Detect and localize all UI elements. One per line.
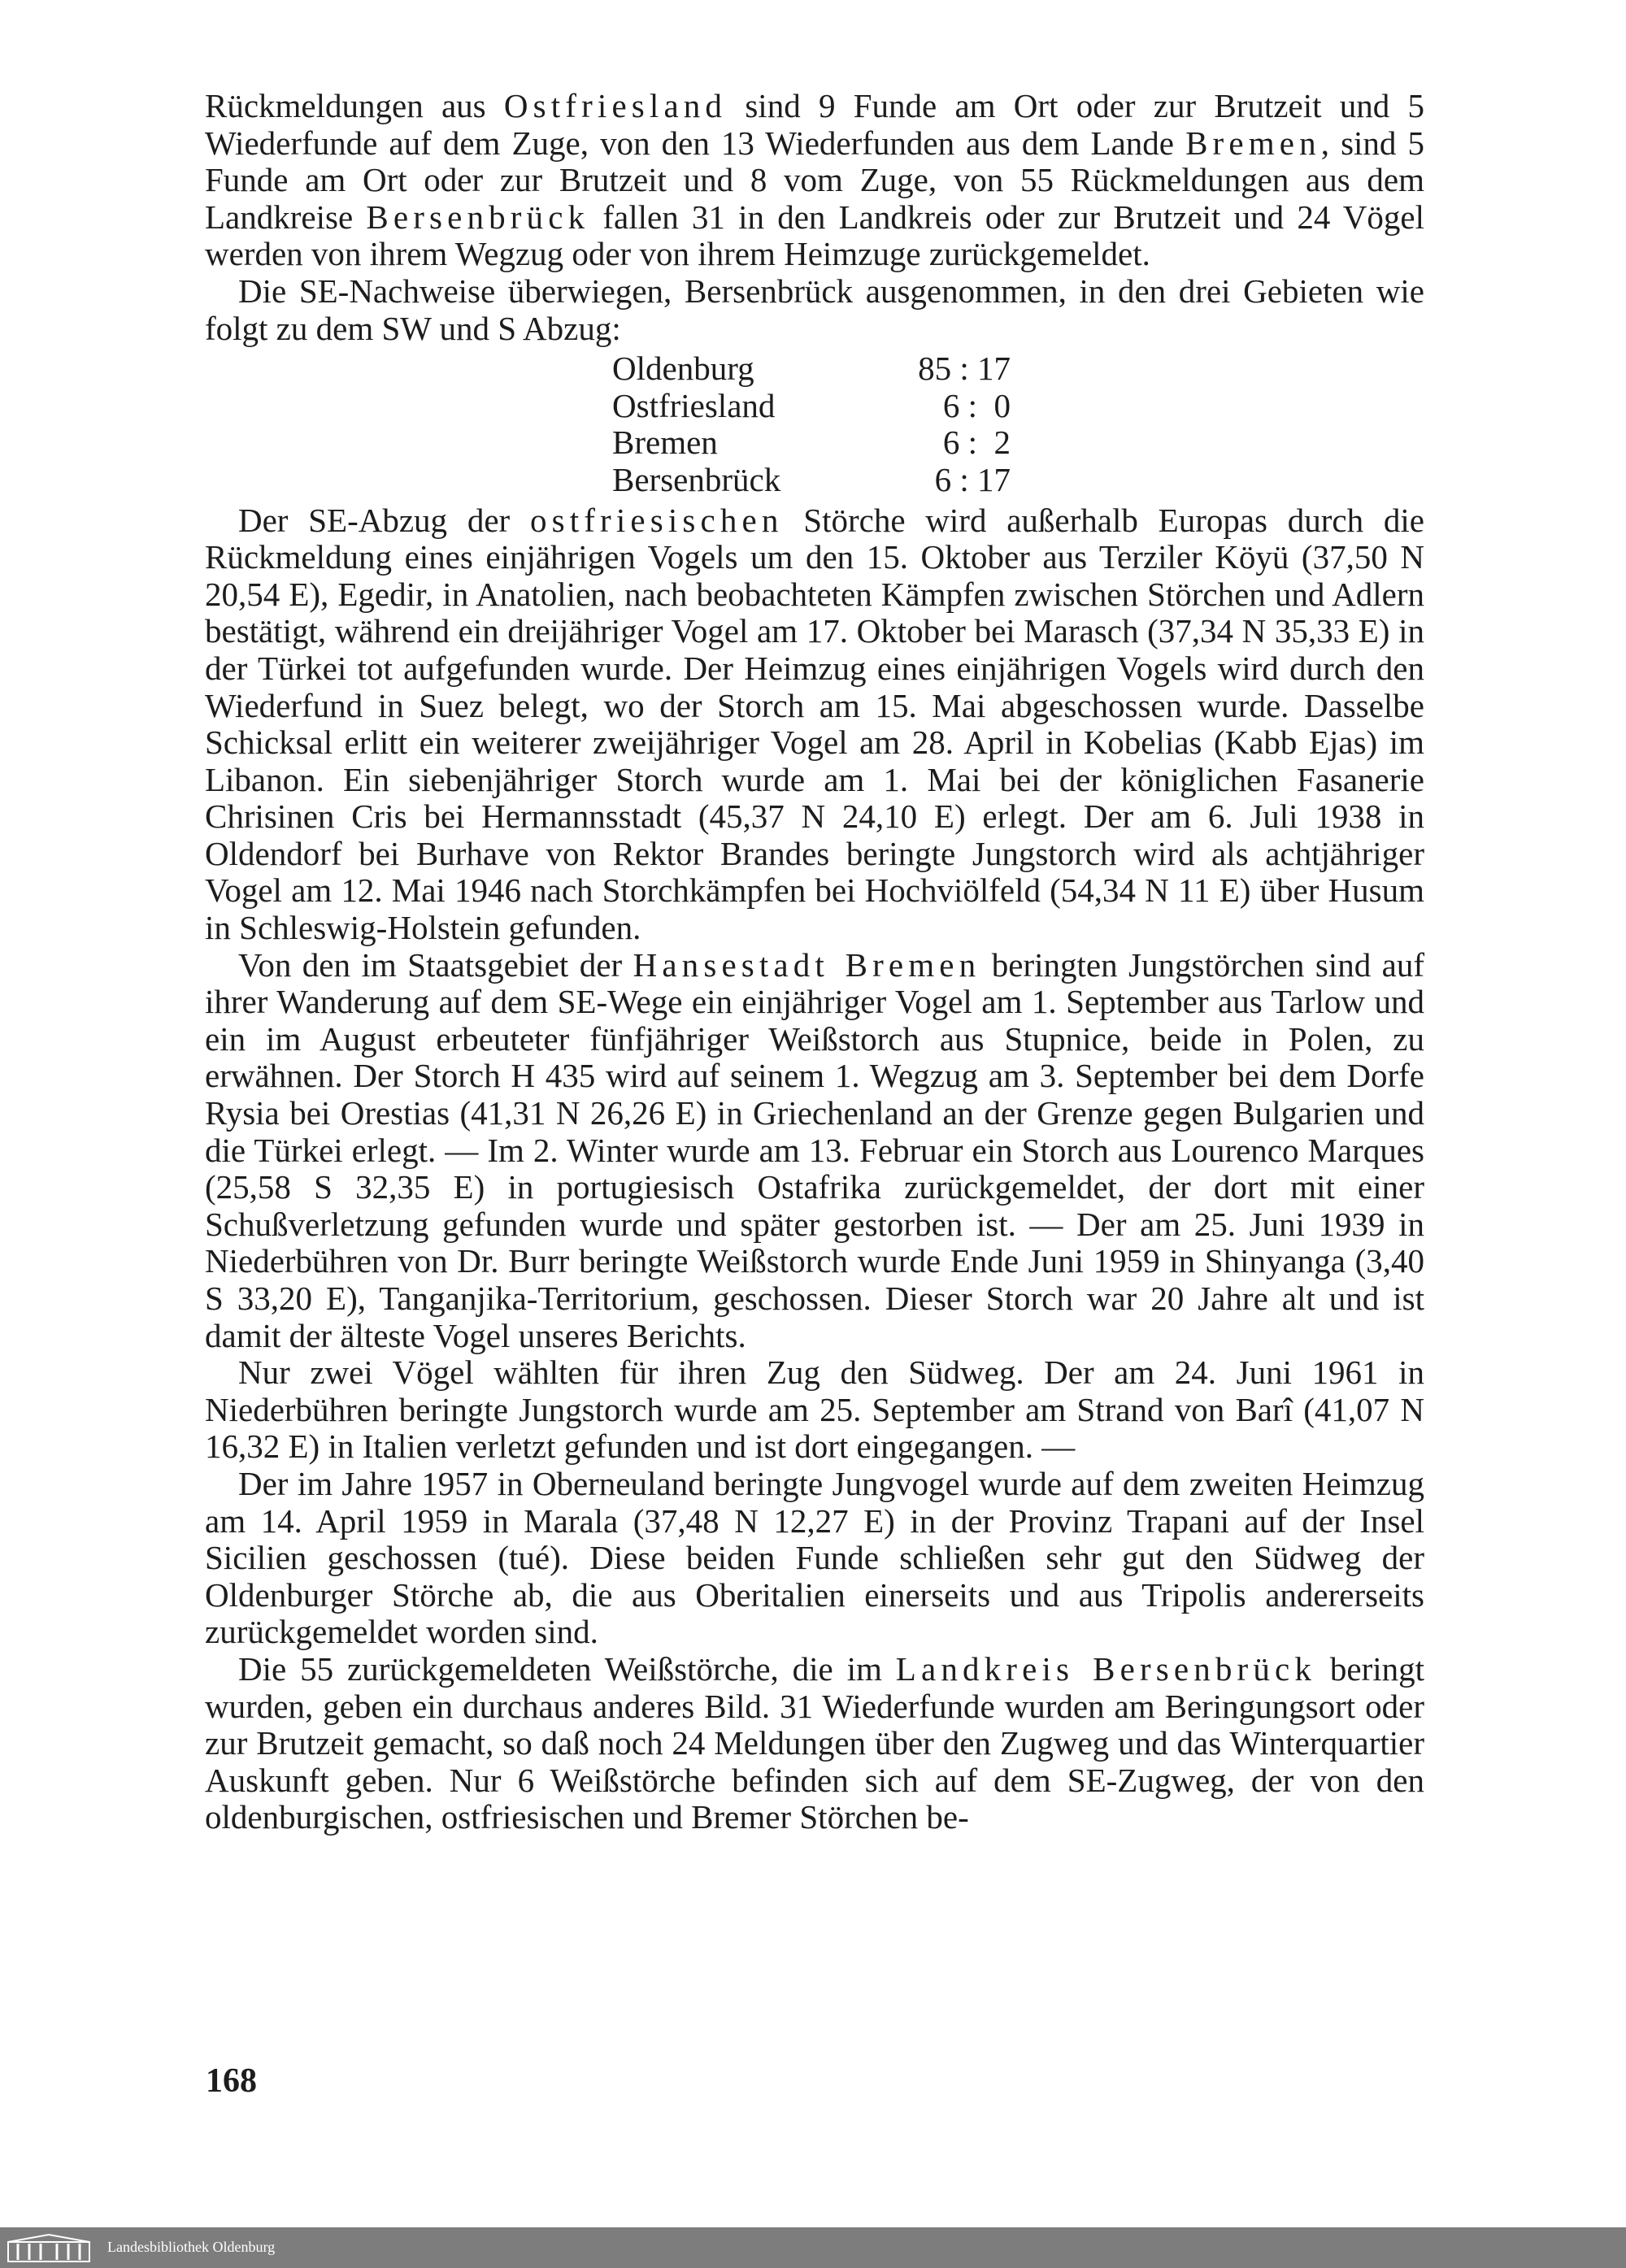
text-run: Störche wird außerhalb Europas durch die Rückmeldung eines einjährigen Vogels um den 15. Oktober aus Terziler Köyü (37,50 N 20,54 E), Egedir, in Anatolien, nach beobachteten Kämpfen zwischen Störchen und Adlern bestätigt, während ein dreijähriger Vogel am 17. Oktober bei Marasch (37,34 N 35,33 E) in der Türkei tot aufgefunden wurde. Der Heimzug eines einjährigen Vogels wird durch den Wiederfund in Suez belegt, wo der Storch am 15. Mai abgeschossen wurde. Dasselbe Schicksal erlitt ein weiterer zweijähriger Vogel am 28. April in Kobelias (Kabb Ejas) im Libanon. Ein siebenjähriger Storch wurde am 1. Mai bei der königlichen Fasanerie Chrisinen Cris bei Hermannsstadt (45,37 N 24,10 E) erlegt. Der am 6. Juli 1938 in Oldendorf bei Burhave von Rektor Brandes beringte Jungstorch wird als achtjähriger Vogel am 12. Mai 1946 nach Storchkämpfen bei Hochviölfeld (54,34 N 11 E) über Husum in Schleswig-Holstein gefunden. [205, 501, 1424, 947]
spaced-term: Bersenbrück [366, 198, 590, 236]
paragraph [205, 88, 1424, 273]
text-run: Die 55 zurückgemeldeten Weißstörche, die im [238, 1649, 896, 1688]
text-run: Der SE-Abzug der [238, 501, 530, 539]
table-row [612, 388, 1011, 425]
spaced-term: Bremen [1185, 124, 1321, 162]
text-run: beringt wurden, geben ein durchaus anderes Bild. 31 Wiederfunde wurden am Beringungsort oder zur Brutzeit gemacht, so daß noch 24 Meldungen über den Zugweg und das Winterquartier Auskunft geben. Nur 6 Weißstörche befinden sich auf dem SE-Zugweg, der von den oldenburgischen, ostfriesischen und Bremer Störchen be- [205, 1649, 1425, 1836]
spaced-term: Hansestadt Bremen [633, 945, 981, 984]
paragraph: Der im Jahre 1957 in Oberneuland beringte Jungvogel wurde auf dem zweiten Heimzug am 14. April 1959 in Marala (37,48 N 12,27 E) in der Provinz Trapani auf der Insel Sicilien geschossen (tué). Diese beiden Funde schließen sehr gut den Südweg der Oldenburger Störche ab, die aus Oberitalien einerseits und aus Tripolis andererseits zurückgemeldet worden sind. [205, 1464, 1424, 1651]
footer-label: Landesbibliothek Oldenburg [107, 2239, 276, 2255]
text-run: sind 9 Funde am Ort oder zur Brutzeit und 5 Wiederfunde auf dem Zuge, von den 13 Wiederfunden aus dem Lande [205, 87, 1424, 162]
text-run: beringten Jungstörchen sind auf ihrer Wanderung auf dem SE-Wege ein einjähriger Vogel am 1. September aus Tarlow und ein im August erbeuteter fünfjähriger Weißstorch aus Stupnice, beide in Polen, zu erwähnen. Der Storch H 435 wird auf seinem 1. Wegzug am 3. September bei dem Dorfe Rysia bei Orestias (41,31 N 26,26 E) in Griechenland an der Grenze gegen Bulgarien und die Türkei erlegt. — Im 2. Winter wurde am 13. Februar ein Storch aus Lourenco Marques (25,58 S 32,35 E) in portugiesisch Ostafrika zurückgemeldet, der dort mit einer Schußverletzung gefunden wurde und später gestorben ist. — Der am 25. Juni 1939 in Niederbühren von Dr. Burr beringte Weißstorch wurde Ende Juni 1959 in Shinyanga (3,40 S 33,20 E), Tanganjika-Territorium, geschossen. Dieser Storch war 20 Jahre alt und ist damit der älteste Vogel unseres Berichts. [205, 945, 1424, 1354]
table-row [612, 462, 1011, 499]
text-run: Rückmeldungen aus [205, 87, 504, 124]
paragraph [205, 1651, 1424, 1836]
library-building-icon [7, 2234, 91, 2263]
spaced-term: ostfriesischen [529, 501, 784, 539]
paragraph [205, 947, 1424, 1355]
spaced-term: Ostfriesland [503, 87, 728, 124]
region-cell: Bersenbrück [612, 460, 781, 498]
ratio-cell: 85 : 17 [918, 350, 1011, 388]
text-run: fallen 31 in den Landkreis oder zur Brutzeit und 24 Vögel werden von ihrem Wegzug oder von ihrem Heimzuge zurückgemeldet. [205, 198, 1424, 273]
footer-bar [0, 2227, 1626, 2268]
region-cell: Oldenburg [612, 350, 754, 388]
text-run: , sind 5 Funde am Ort oder zur Brutzeit und 8 vom Zuge, von 55 Rückmeldungen aus dem Landkreise [205, 124, 1424, 236]
ratio-cell: 6 : 2 [942, 424, 1011, 462]
ratio-cell: 6 : 0 [942, 386, 1011, 424]
spaced-term: Landkreis Bersenbrück [895, 1649, 1316, 1688]
table-row [612, 350, 1011, 388]
text-run: Von den im Staatsgebiet der [238, 945, 633, 984]
paragraph: Die SE-Nachweise überwiegen, Bersenbrück ausgenommen, in den drei Gebieten wie folgt zu dem SW und S Abzug: [205, 272, 1424, 347]
ratio-table [612, 350, 1011, 498]
table-row [612, 424, 1011, 462]
ratio-cell: 6 : 17 [934, 460, 1011, 498]
paragraph [205, 502, 1424, 947]
page-number: 168 [206, 2062, 257, 2100]
page-text [205, 88, 1424, 1836]
region-cell: Ostfriesland [612, 386, 776, 424]
paragraph: Nur zwei Vögel wählten für ihren Zug den Südweg. Der am 24. Juni 1961 in Niederbühren beringte Jungstorch wurde am 25. September am Strand von Barî (41,07 N 16,32 E) in Italien verletzt gefunden und ist dort eingegangen. — [205, 1353, 1424, 1466]
region-cell: Bremen [612, 424, 718, 462]
